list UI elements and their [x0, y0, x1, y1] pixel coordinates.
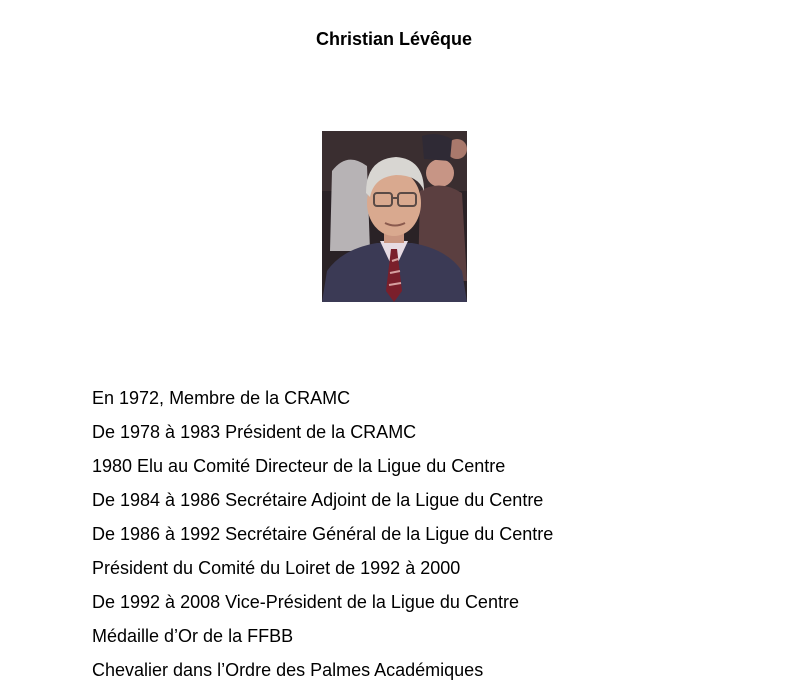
bio-item: 1980 Elu au Comité Directeur de la Ligue du Centre — [92, 456, 506, 476]
bio-item: En 1972, Membre de la CRAMC — [92, 388, 351, 408]
biography-list — [92, 381, 553, 687]
portrait-photo — [322, 131, 467, 302]
bio-item: Chevalier dans l’Ordre des Palmes Académiques — [92, 660, 484, 680]
bio-item: Président du Comité du Loiret de 1992 à 2000 — [92, 558, 461, 578]
bio-item: De 1978 à 1983 Président de la CRAMC — [92, 422, 417, 442]
bio-item: Médaille d’Or de la FFBB — [92, 626, 294, 646]
portrait-image — [322, 131, 467, 302]
bio-item: De 1986 à 1992 Secrétaire Général de la Ligue du Centre — [92, 524, 554, 544]
bio-item: De 1992 à 2008 Vice-Président de la Ligue du Centre — [92, 592, 519, 612]
page-title: Christian Lévêque — [315, 29, 473, 49]
bio-item: De 1984 à 1986 Secrétaire Adjoint de la Ligue du Centre — [92, 490, 544, 510]
